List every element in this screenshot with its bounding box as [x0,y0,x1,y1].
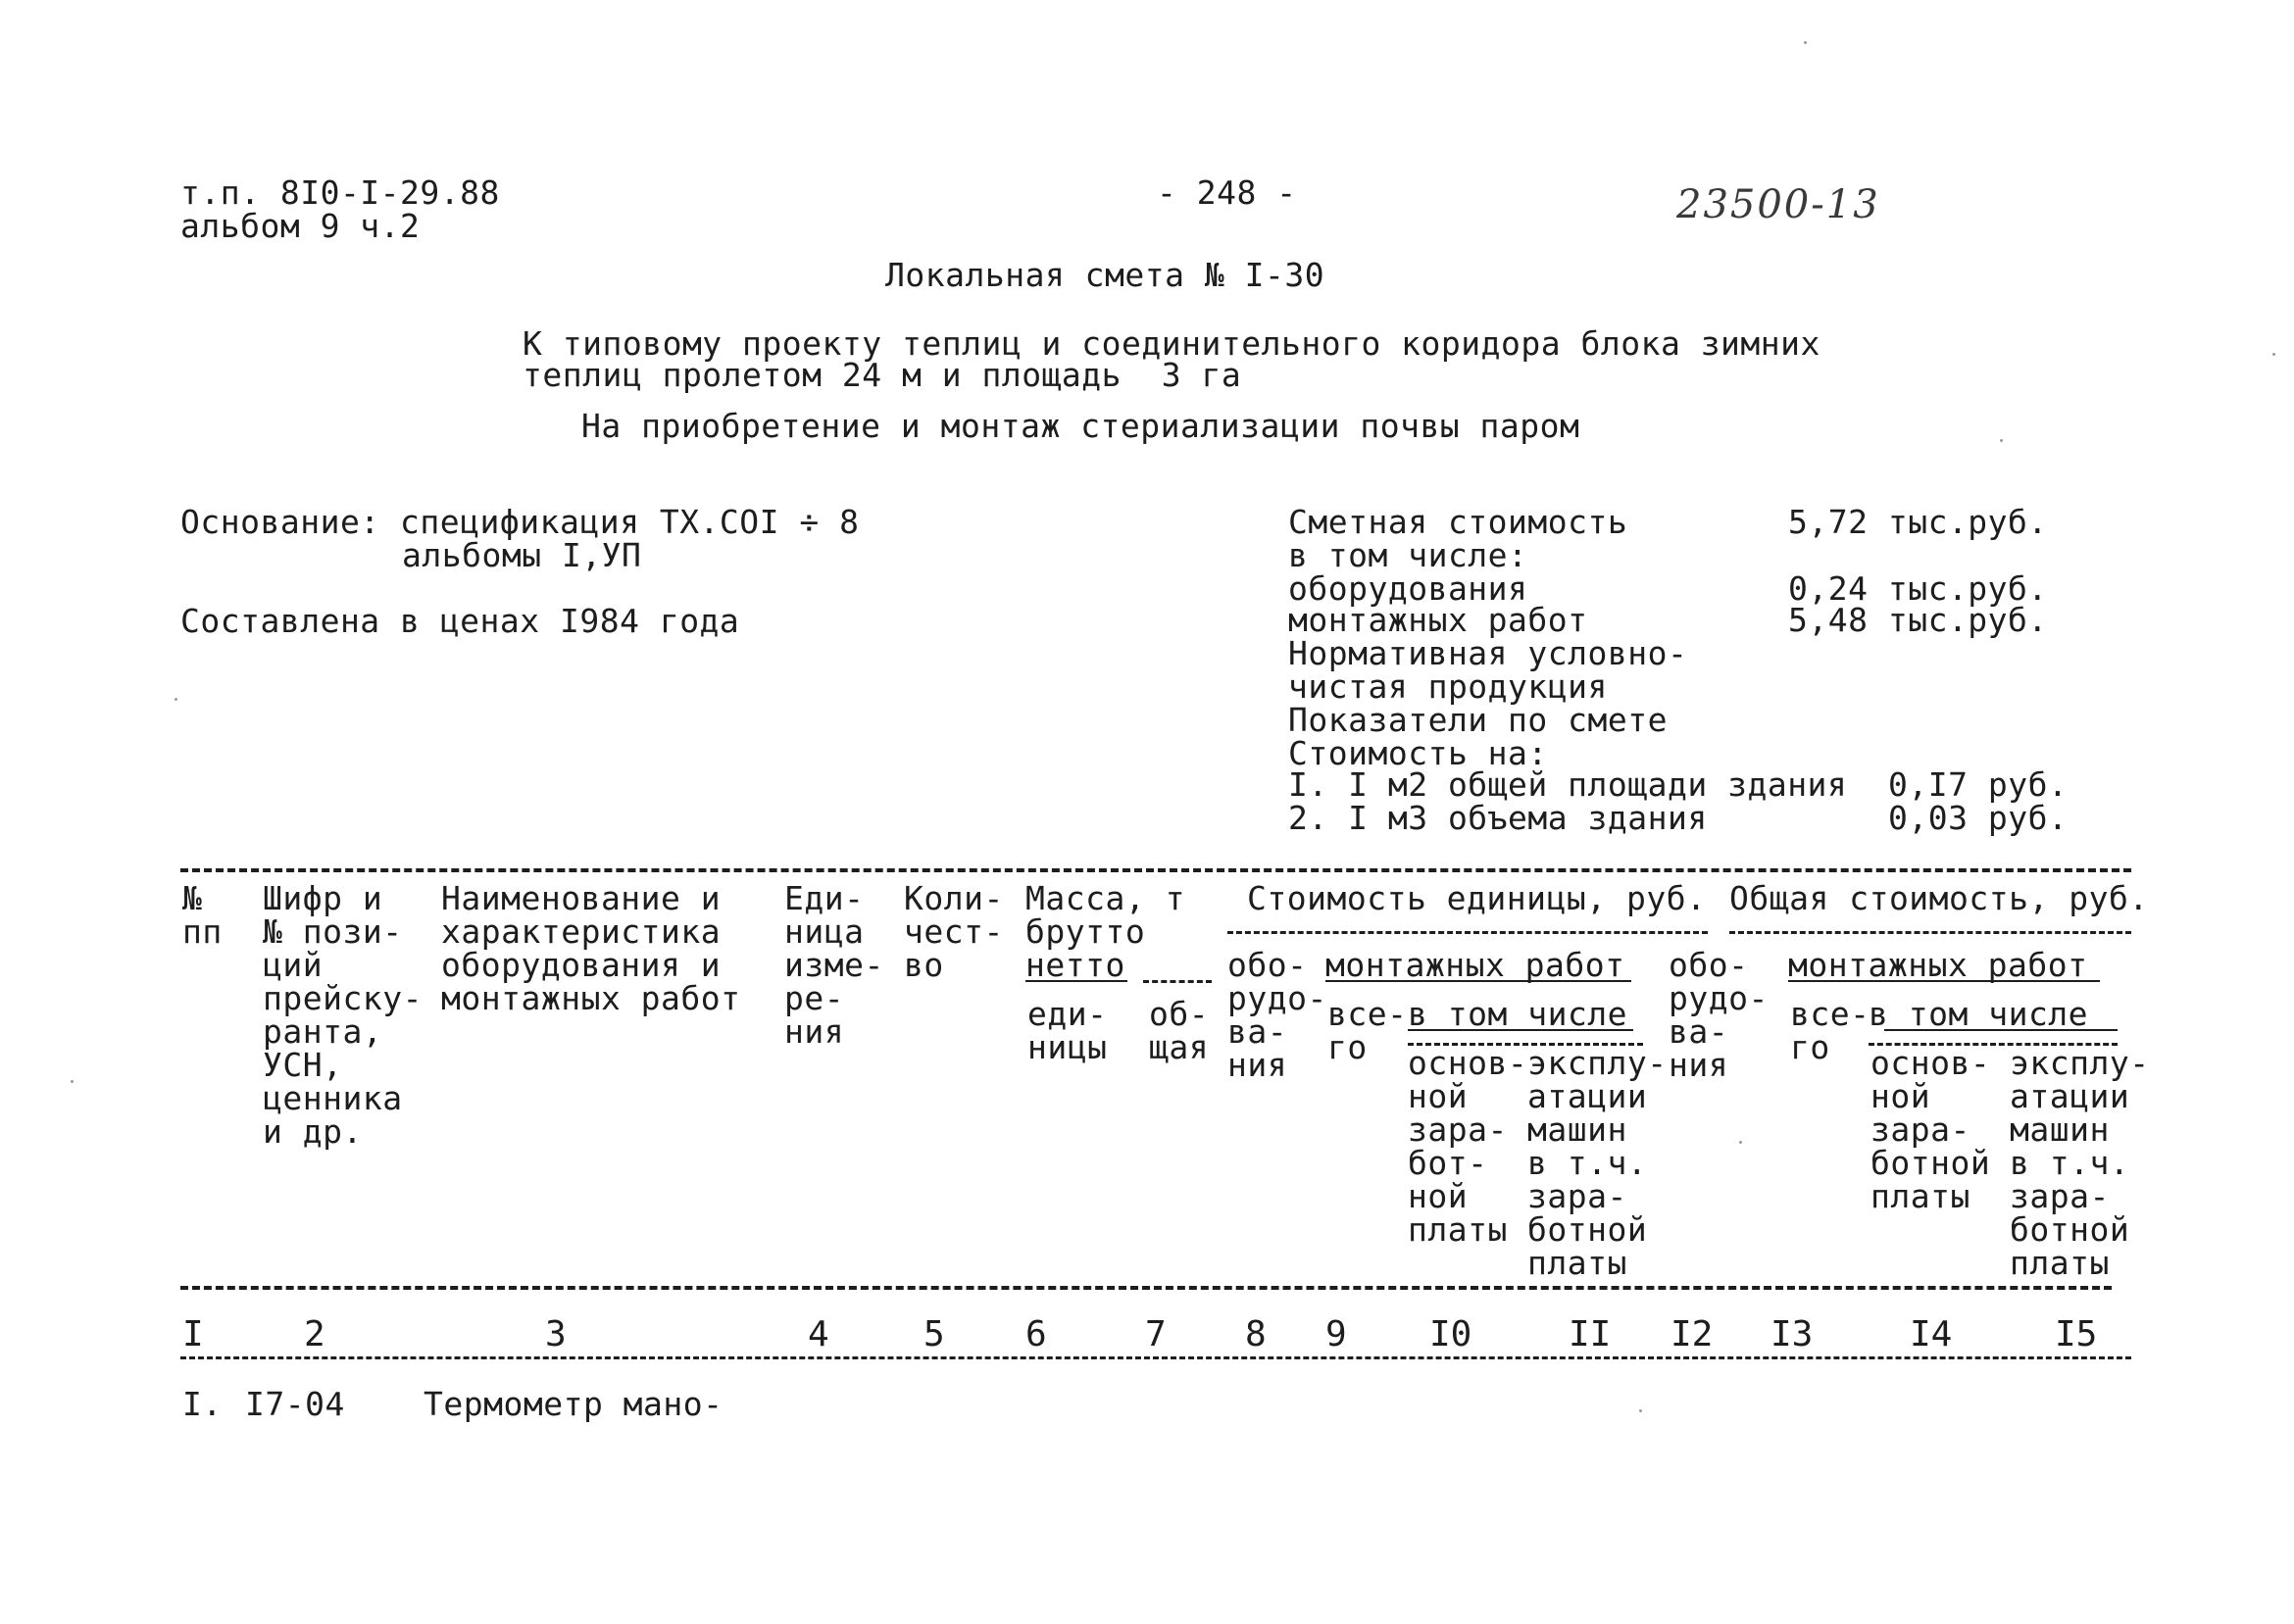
scan-speck [2000,439,2003,442]
col-header-mass-netto: нетто [1025,946,1125,984]
column-number-4: 4 [808,1314,829,1354]
col-header-unit-machines: эксплу- атации машин в т.ч. зара- ботной платы [1527,1044,1668,1282]
equipment-label: оборудования [1288,569,1528,608]
col-header-total-install: монтажных работ [1788,946,2088,984]
unit-incl-underline [1408,1029,1633,1031]
handwritten-code: 23500-13 [1676,182,1880,227]
column-number-5: 5 [923,1314,945,1354]
col-header-mass-total: об- щая [1149,995,1210,1066]
basis-line-1: Основание: спецификация ТХ.COI ÷ 8 [180,503,860,541]
per-volume-value: 0,03 руб. [1888,799,2069,837]
column-number-7: 7 [1145,1314,1167,1354]
column-number-12: I2 [1671,1314,1714,1354]
subtitle-line-2: теплиц пролетом 24 м и площадь 3 га [523,356,1242,394]
col-header-unit: Еди- ница изме- ре- ния [784,879,884,1051]
col-header-quantity: Коли- чест- во [904,879,1004,984]
estimate-title: Локальная смета № I-30 [885,256,1325,294]
per-area-label: I. I м2 общей площади здания [1288,765,1848,804]
table-top-rule [180,868,2131,872]
purpose-line: На приобретение и монтаж стериализации почвы паром [581,407,1580,445]
column-number-11: II [1569,1314,1612,1354]
col-header-mass-brutto: брутто [1025,912,1146,951]
col-header-total-base-wage: основ- ной зара- ботной платы [1870,1044,1991,1215]
col-header-name: Наименование и характеристика оборудования и монтажных работ [441,879,741,1017]
col-header-unit-equipment: обо- рудо- ва- ния [1227,946,1327,1084]
scan-speck [1739,1141,1742,1144]
column-number-2: 2 [304,1314,325,1354]
estimated-cost-value: 5,72 тыс.руб. [1788,503,2048,541]
row-1-code: I7-04 [245,1385,345,1423]
page-number: - 248 - [1157,173,1297,212]
col-header-total-incl: в том числе [1869,995,2089,1033]
equipment-value: 0,24 тыс.руб. [1788,569,2048,608]
estimated-cost-label: Сметная стоимость [1288,503,1628,541]
subtitle-line-1: К типовому проекту теплиц и соединительного коридора блока зимних [523,324,1820,363]
normative-label-2: чистая продукция [1288,667,1608,706]
basis-line-2: альбомы I,УП [402,536,642,574]
scan-speck [175,698,177,701]
prices-year-line: Составлена в ценах I984 года [180,602,740,640]
col-header-unit-install: монтажных работ [1325,946,1625,984]
scan-speck [2272,353,2275,356]
col-header-total-all: все- го [1790,995,1870,1066]
column-number-9: 9 [1325,1314,1347,1354]
row-1-position: I. [182,1385,223,1423]
mass-dashes [1143,980,1212,983]
col-header-total-cost: Общая стоимость, руб. [1729,879,2149,917]
project-reference: т.п. 8I0-I-29.88 [180,173,500,212]
scan-speck [1639,1409,1642,1412]
installation-value: 5,48 тыс.руб. [1788,601,2048,639]
column-number-15: I5 [2055,1314,2098,1354]
total-incl-underline [1884,1029,2118,1031]
total-install-underline [1788,980,2100,982]
scan-speck [71,1080,74,1083]
normative-label-1: Нормативная условно- [1288,634,1688,672]
col-header-unit-incl: в том числе [1408,995,1628,1033]
column-number-14: I4 [1910,1314,1953,1354]
unit-install-underline [1325,980,1631,982]
column-number-1: I [182,1314,204,1354]
column-numbers-rule [180,1356,2131,1359]
col-header-mass: Масса, т [1025,879,1185,917]
col-header-unit-base-wage: основ- ной зара- бот- ной платы [1408,1044,1528,1249]
scan-speck [1804,41,1807,44]
per-volume-label: 2. I м3 объема здания [1288,799,1708,837]
album-reference: альбом 9 ч.2 [180,207,421,245]
column-number-13: I3 [1770,1314,1814,1354]
col-header-code: Шифр и № пози- ций прейску- ранта, УСН, ценника и др. [263,879,423,1151]
col-header-number: № пп [182,879,223,951]
col-header-total-machines: эксплу- атации машин в т.ч. зара- ботной платы [2010,1044,2150,1282]
col-header-unit-all: все- го [1327,995,1408,1066]
column-number-10: I0 [1429,1314,1472,1354]
col-header-total-equipment: обо- рудо- ва- ния [1669,946,1769,1084]
table-header-bottom-rule [180,1286,2112,1290]
including-label: в том числе: [1288,536,1528,574]
column-number-8: 8 [1245,1314,1267,1354]
col-header-unit-cost: Стоимость единицы, руб. [1247,879,1707,917]
total-cost-rule [1729,931,2131,934]
col-header-mass-unit: еди- ницы [1027,995,1108,1066]
column-number-6: 6 [1025,1314,1047,1354]
column-number-3: 3 [545,1314,567,1354]
per-area-value: 0,I7 руб. [1888,765,2069,804]
row-1-name: Термометр мано- [424,1385,723,1423]
netto-underline [1025,980,1127,982]
cost-per-label: Стоимость на: [1288,734,1548,772]
unit-cost-rule [1227,931,1708,934]
indicators-label: Показатели по смете [1288,701,1668,739]
installation-label: монтажных работ [1288,601,1588,639]
